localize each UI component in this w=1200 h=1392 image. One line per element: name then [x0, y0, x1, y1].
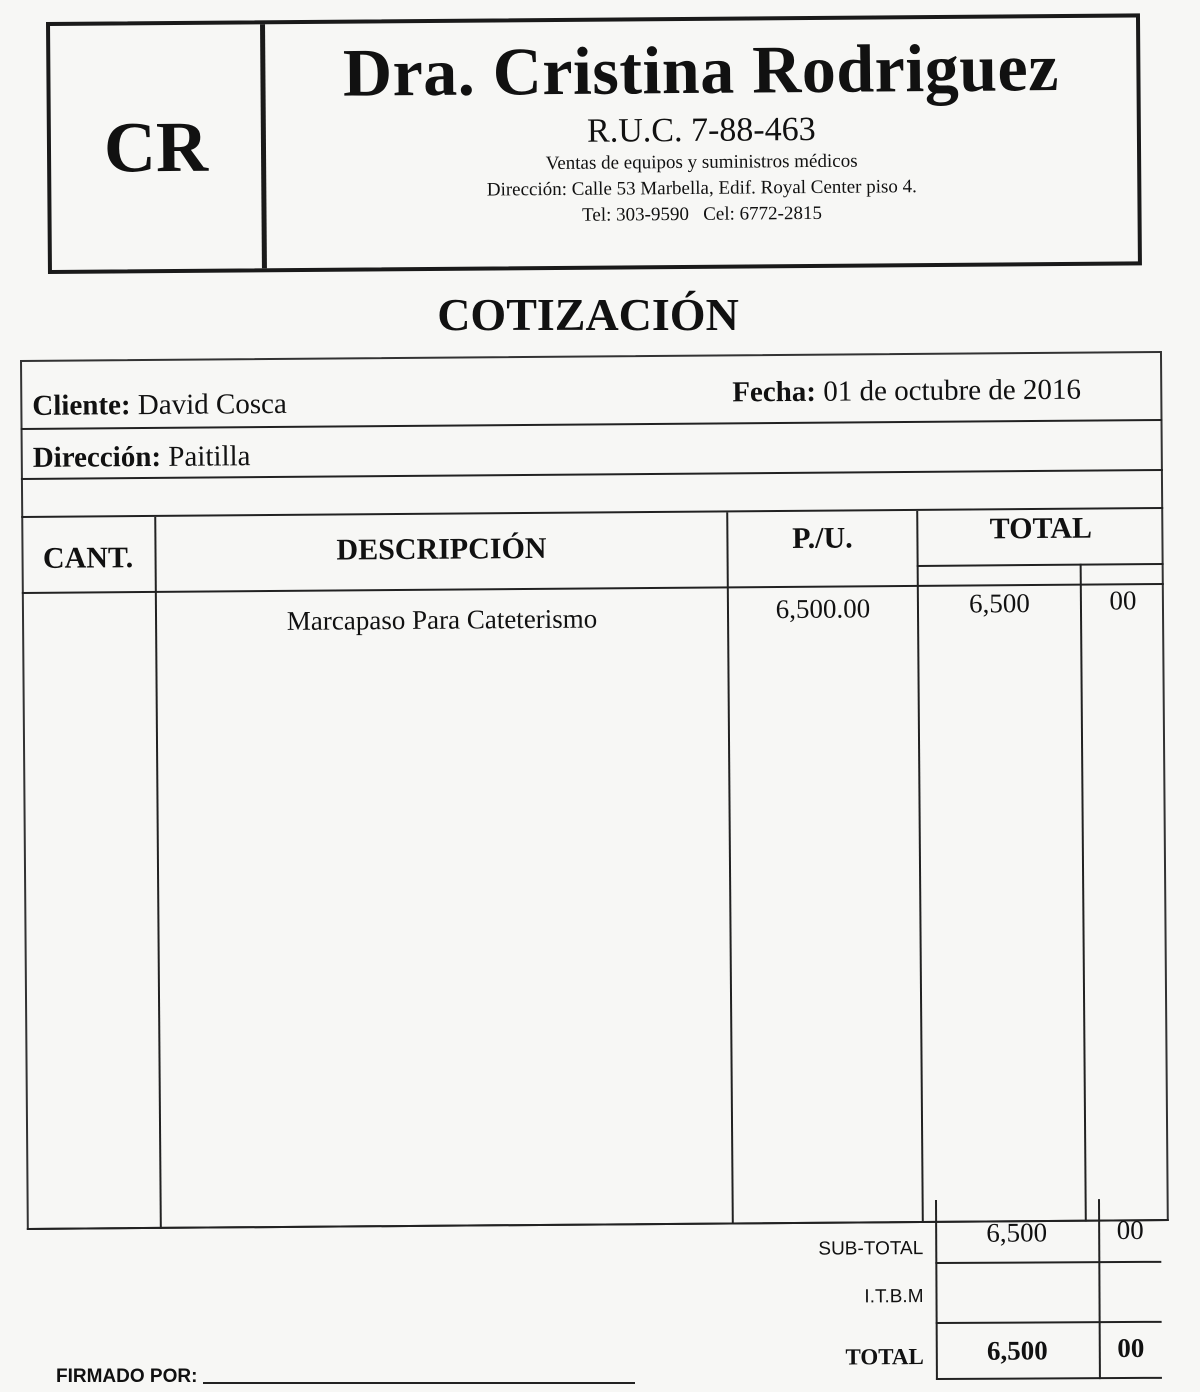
col-header-total: TOTAL: [989, 511, 1093, 546]
signed-by-field: [56, 1366, 197, 1388]
signed-by-label: FIRMADO POR:: [56, 1366, 198, 1387]
totals-divider: [935, 1261, 1161, 1264]
address-label: Dirección:: [32, 440, 162, 474]
date-value: 01 de octubre de 2016: [823, 373, 1082, 408]
date-label: Fecha:: [732, 375, 817, 409]
letterhead: [46, 13, 1142, 274]
client-label: Cliente:: [32, 389, 131, 422]
business-tagline: Ventas de equipos y suministros médicos: [545, 150, 858, 175]
date-field: [732, 374, 1081, 410]
col-header-qty: CANT.: [42, 541, 134, 575]
address-field: [33, 440, 251, 475]
signature-line[interactable]: [203, 1382, 635, 1384]
row-total-int: 6,500: [968, 588, 1030, 619]
client-value: David Cosca: [137, 387, 287, 422]
subtotal-cents: 00: [1116, 1214, 1144, 1246]
total-label: TOTAL: [845, 1344, 924, 1370]
itbm-int: [935, 1277, 1098, 1278]
business-address: Dirección: Calle 53 Marbella, Edif. Royal Center piso 4.: [486, 176, 917, 201]
totals-block: [818, 1199, 1162, 1380]
form-border: [20, 351, 1169, 1230]
totals-bottom: [936, 1377, 1162, 1380]
logo-monogram: CR: [103, 106, 209, 188]
total-int: 6,500: [986, 1335, 1048, 1366]
business-phones: Tel: 303-9590 Cel: 6772-2815: [582, 202, 823, 226]
col-header-unit-price: P./U.: [791, 521, 853, 555]
business-name: Dra. Cristina Rodriguez: [342, 29, 1060, 111]
client-field: [32, 388, 287, 423]
totals-divider: [936, 1321, 1162, 1324]
address-value: Paitilla: [168, 440, 251, 473]
itbm-label: I.T.B.M: [864, 1286, 924, 1308]
row-total-cents: 00: [1109, 585, 1137, 616]
ruc-number: R.U.C. 7-88-463: [586, 110, 816, 150]
subtotal-label: SUB-TOTAL: [818, 1238, 924, 1260]
row-description: Marcapaso Para Cateterismo: [286, 603, 598, 636]
letterhead-info: [265, 17, 1138, 268]
subtotal-int: 6,500: [986, 1217, 1048, 1248]
total-cents: 00: [1117, 1332, 1145, 1364]
row-unit-price: 6,500.00: [775, 593, 871, 625]
col-header-description: DESCRIPCIÓN: [336, 531, 547, 567]
quote-form: [20, 351, 1169, 1230]
document-title: COTIZACIÓN: [437, 289, 739, 340]
